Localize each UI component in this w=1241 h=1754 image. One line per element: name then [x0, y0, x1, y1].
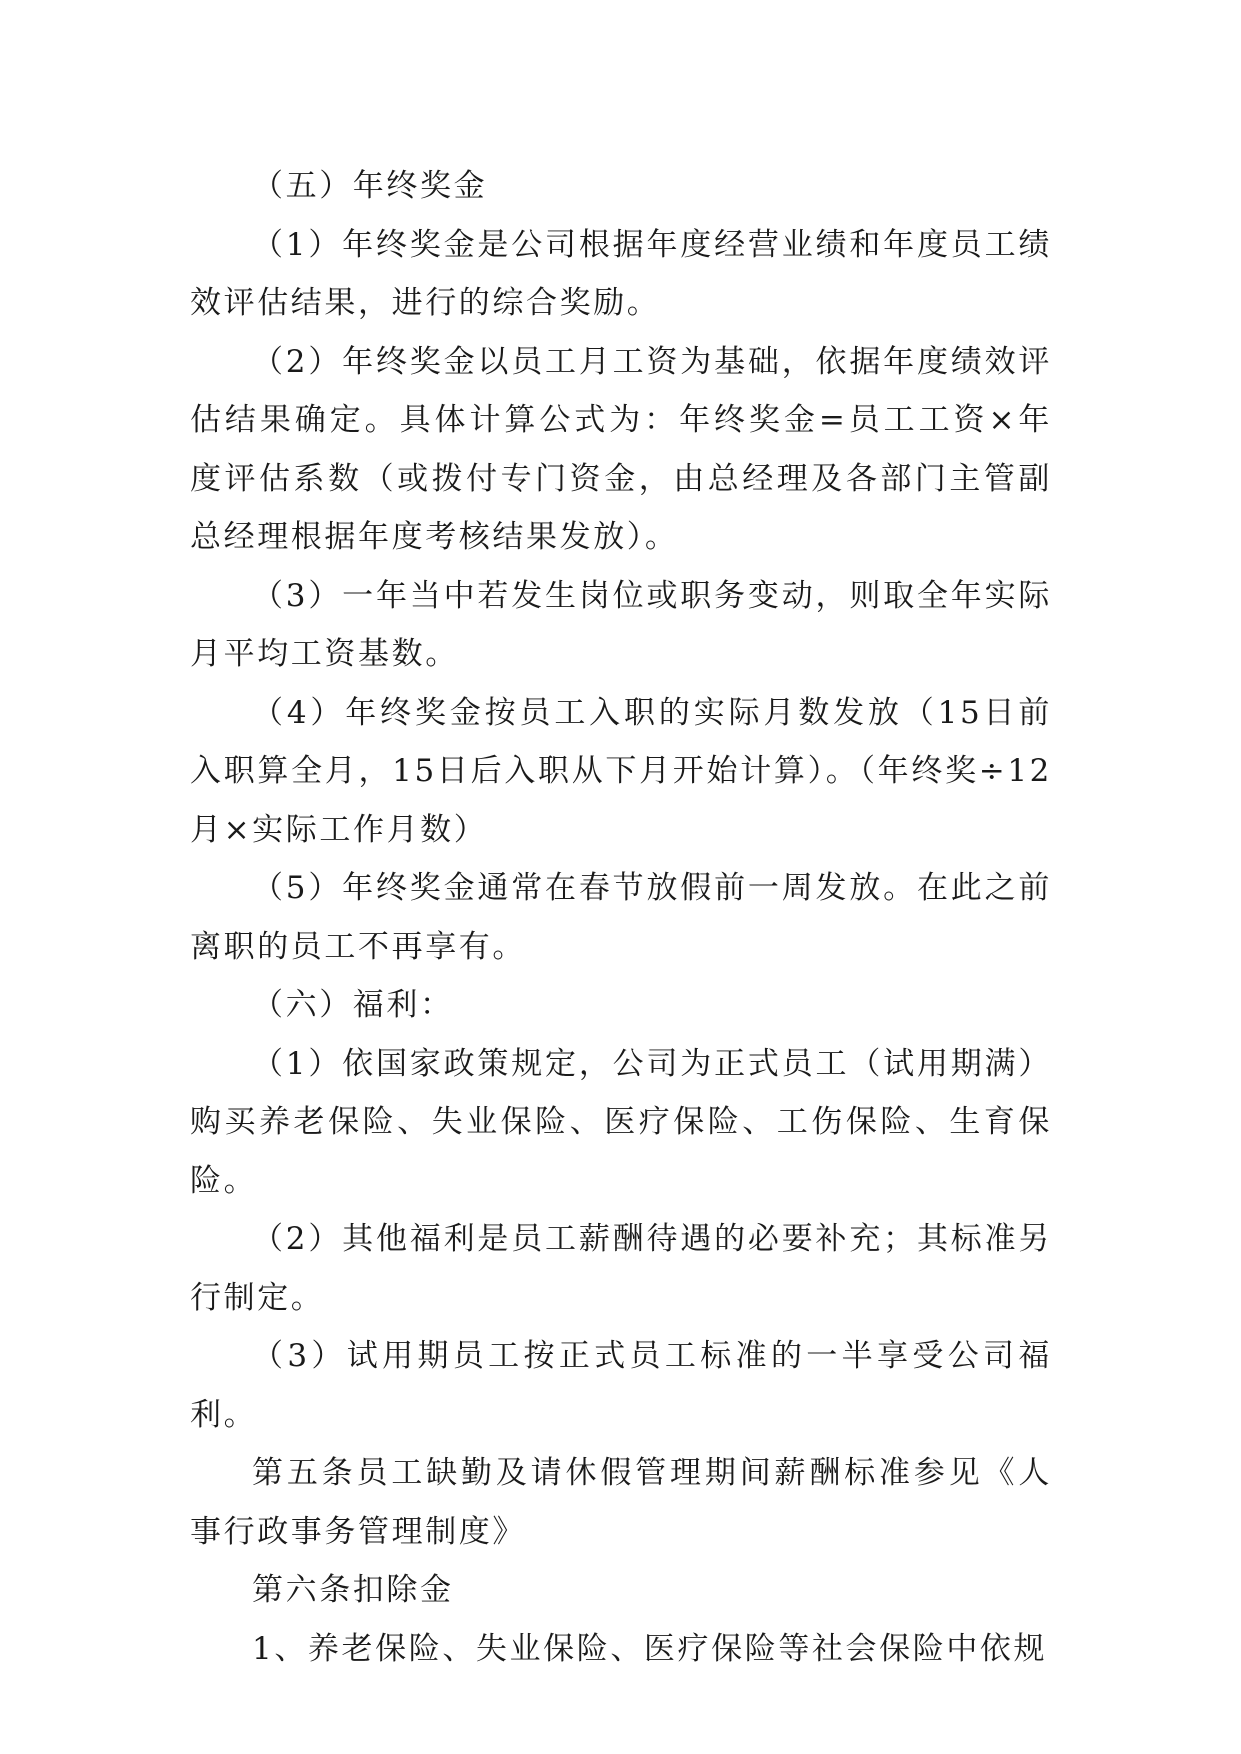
paragraph-welfare-item-3: （3）试用期员工按正式员工标准的一半享受公司福利。 [190, 1338, 1052, 1433]
paragraph-bonus-item-3: （3）一年当中若发生岗位或职务变动，则取全年实际月平均工资基数。 [190, 577, 1052, 672]
section-heading-year-end-bonus: （五）年终奖金 [252, 168, 488, 204]
paragraph-welfare-item-1: （1）依国家政策规定，公司为正式员工（试用期满）购买养老保险、失业保险、医疗保险、工伤保险、生育保险。 [190, 1045, 1052, 1199]
paragraph-deduction-item-1: 1、养老保险、失业保险、医疗保险等社会保险中依规 [252, 1630, 1048, 1667]
section-heading-welfare: （六）福利： [252, 987, 454, 1023]
article-five: 第五条员工缺勤及请休假管理期间薪酬标准参见《人事行政事务管理制度》 [190, 1455, 1052, 1550]
paragraph-bonus-item-4: （4）年终奖金按员工入职的实际月数发放（15日前入职算全月，15日后入职从下月开始计算）。（年终奖÷12月×实际工作月数） [190, 694, 1052, 848]
paragraph-bonus-item-1: （1）年终奖金是公司根据年度经营业绩和年度员工绩效评估结果，进行的综合奖励。 [190, 226, 1052, 321]
article-six-heading: 第六条扣除金 [252, 1572, 454, 1608]
paragraph-bonus-item-2: （2）年终奖金以员工月工资为基础，依据年度绩效评估结果确定。具体计算公式为：年终奖金=员工工资×年度评估系数（或拨付专门资金，由总经理及各部门主管副总经理根据年度考核结果发放）。 [190, 343, 1052, 555]
paragraph-welfare-item-2: （2）其他福利是员工薪酬待遇的必要补充；其标准另行制定。 [190, 1221, 1052, 1316]
document-body [190, 157, 1052, 1678]
paragraph-bonus-item-5: （5）年终奖金通常在春节放假前一周发放。在此之前离职的员工不再享有。 [190, 870, 1052, 965]
